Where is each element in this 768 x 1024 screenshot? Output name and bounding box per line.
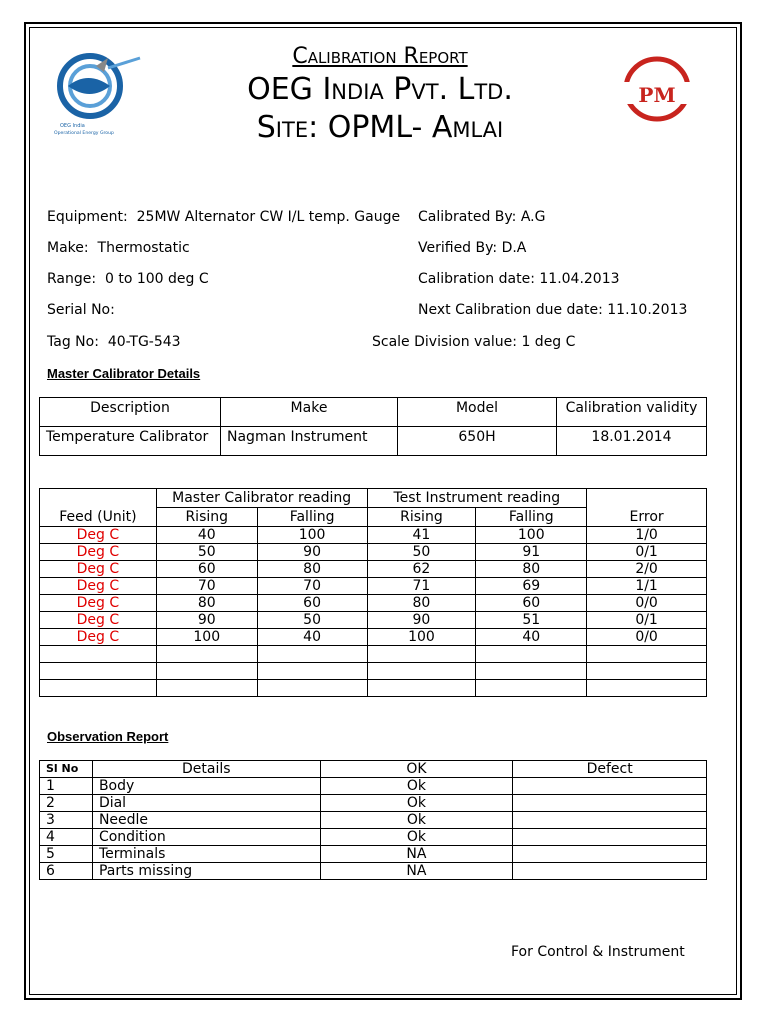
table-cell: Deg C <box>40 578 157 595</box>
table-row <box>40 595 707 612</box>
scale-division-field <box>372 334 575 350</box>
empty-row <box>40 680 707 697</box>
footer-signoff: For Control & Instrument <box>511 944 685 960</box>
table-cell <box>513 829 707 846</box>
table-cell: 90 <box>367 612 476 629</box>
falling-header: Falling <box>257 508 367 527</box>
table-row <box>40 863 707 880</box>
table-cell: 2 <box>40 795 93 812</box>
calibrated-by-label: Calibrated By: <box>418 209 517 225</box>
table-cell: NA <box>320 846 513 863</box>
table-row <box>40 527 707 544</box>
empty-row <box>40 663 707 680</box>
serial-no-label: Serial No: <box>47 302 115 318</box>
table-cell: 90 <box>156 612 257 629</box>
serial-no-field <box>47 302 115 318</box>
table-cell <box>476 680 587 697</box>
table-cell: Body <box>92 778 320 795</box>
calibration-date-value: 11.04.2013 <box>539 271 620 287</box>
table-cell: 80 <box>257 561 367 578</box>
oeg-logo <box>48 48 148 140</box>
table-row <box>40 544 707 561</box>
calibration-date-label: Calibration date: <box>418 271 535 287</box>
oeg-logo-caption-2: Operational Energy Group <box>54 131 114 136</box>
table-row <box>40 812 707 829</box>
table-cell: 40 <box>156 527 257 544</box>
table-cell: 100 <box>367 629 476 646</box>
table-cell: 80 <box>476 561 587 578</box>
table-cell: Ok <box>320 778 513 795</box>
table-cell: NA <box>320 863 513 880</box>
table-cell: 5 <box>40 846 93 863</box>
table-cell: 80 <box>367 595 476 612</box>
table-cell: Deg C <box>40 561 157 578</box>
table-cell: 70 <box>156 578 257 595</box>
table-cell <box>513 812 707 829</box>
table-cell: 91 <box>476 544 587 561</box>
table-cell <box>513 778 707 795</box>
table-cell: 0/1 <box>587 612 707 629</box>
table-cell: 41 <box>367 527 476 544</box>
tag-no-field <box>47 334 181 350</box>
table-cell: Temperature Calibrator <box>40 427 221 456</box>
table-cell: 100 <box>156 629 257 646</box>
table-cell: Terminals <box>92 846 320 863</box>
verified-by-value: D.A <box>501 240 527 256</box>
table-cell: Ok <box>320 812 513 829</box>
table-cell: 80 <box>156 595 257 612</box>
table-cell: 650H <box>398 427 557 456</box>
details-header: Details <box>92 761 320 778</box>
table-row <box>40 578 707 595</box>
table-cell: Deg C <box>40 612 157 629</box>
observation-header-row <box>40 761 707 778</box>
table-cell <box>587 663 707 680</box>
rising-header: Rising <box>367 508 476 527</box>
calibration-date-field <box>418 271 620 287</box>
table-cell: 40 <box>257 629 367 646</box>
table-cell: 0/1 <box>587 544 707 561</box>
table-cell: 2/0 <box>587 561 707 578</box>
table-cell <box>156 680 257 697</box>
header-cell: Description <box>40 398 221 427</box>
equipment-field <box>47 209 400 225</box>
table-cell <box>257 663 367 680</box>
table-cell: Needle <box>92 812 320 829</box>
company-name: OEG India Pvt. Ltd. <box>247 72 513 107</box>
table-cell <box>40 663 157 680</box>
master-calibrator-heading: Master Calibrator Details <box>47 366 201 381</box>
scale-division-value: 1 deg C <box>521 334 576 350</box>
table-cell <box>156 663 257 680</box>
report-title: Calibration Report <box>292 44 468 69</box>
calibrated-by-value: A.G <box>520 209 546 225</box>
header-cell: Make <box>221 398 398 427</box>
table-cell <box>513 795 707 812</box>
table-cell: Ok <box>320 829 513 846</box>
pm-logo <box>620 55 694 125</box>
table-cell: 1/0 <box>587 527 707 544</box>
table-cell: 50 <box>367 544 476 561</box>
table-cell: 1 <box>40 778 93 795</box>
observation-heading: Observation Report <box>47 729 169 744</box>
oeg-logo-caption-1: OEG India <box>60 123 85 129</box>
table-cell <box>156 646 257 663</box>
error-header: Error <box>587 489 707 527</box>
table-row <box>40 427 707 456</box>
table-cell: Deg C <box>40 527 157 544</box>
table-cell <box>513 863 707 880</box>
table-cell: 69 <box>476 578 587 595</box>
table-cell: Dial <box>92 795 320 812</box>
sl-no-header: Sl No <box>40 761 93 778</box>
table-cell: 1/1 <box>587 578 707 595</box>
ok-header: OK <box>320 761 513 778</box>
header-cell: Calibration validity <box>557 398 707 427</box>
table-cell <box>367 646 476 663</box>
table-cell: 0/0 <box>587 595 707 612</box>
falling-header: Falling <box>476 508 587 527</box>
table-cell: Deg C <box>40 629 157 646</box>
equipment-value: 25MW Alternator CW I/L temp. Gauge <box>136 209 401 225</box>
defect-header: Defect <box>513 761 707 778</box>
next-due-label: Next Calibration due date: <box>418 302 603 318</box>
table-cell: 18.01.2014 <box>557 427 707 456</box>
make-value: Thermostatic <box>97 240 190 256</box>
table-cell: 50 <box>257 612 367 629</box>
table-cell <box>367 663 476 680</box>
table-cell: Deg C <box>40 595 157 612</box>
table-cell <box>513 846 707 863</box>
table-cell: 70 <box>257 578 367 595</box>
table-cell <box>40 680 157 697</box>
table-row <box>40 795 707 812</box>
make-field <box>47 240 190 256</box>
table-cell: Condition <box>92 829 320 846</box>
verified-by-label: Verified By: <box>418 240 498 256</box>
table-cell: Deg C <box>40 544 157 561</box>
feed-header: Feed (Unit) <box>40 489 157 527</box>
readings-table <box>39 488 707 697</box>
table-cell: 62 <box>367 561 476 578</box>
table-row <box>40 846 707 863</box>
readings-header-row-1 <box>40 489 707 508</box>
pm-logo-text: PM <box>638 83 676 107</box>
table-cell: 4 <box>40 829 93 846</box>
range-field <box>47 271 209 287</box>
table-header-row <box>40 398 707 427</box>
table-cell <box>257 680 367 697</box>
table-cell <box>257 646 367 663</box>
table-cell: 3 <box>40 812 93 829</box>
table-row <box>40 612 707 629</box>
table-cell: 71 <box>367 578 476 595</box>
empty-row <box>40 646 707 663</box>
table-cell: 50 <box>156 544 257 561</box>
table-cell: 100 <box>476 527 587 544</box>
table-cell: 60 <box>476 595 587 612</box>
table-cell <box>587 680 707 697</box>
table-cell: 60 <box>156 561 257 578</box>
calibrated-by-field <box>418 209 545 225</box>
range-value: 0 to 100 deg C <box>105 271 209 287</box>
table-cell: Nagman Instrument <box>221 427 398 456</box>
observation-table <box>39 760 707 880</box>
table-cell <box>367 680 476 697</box>
rising-header: Rising <box>156 508 257 527</box>
table-cell: 40 <box>476 629 587 646</box>
oeg-logo-icon <box>48 48 148 140</box>
table-cell: 51 <box>476 612 587 629</box>
tag-no-value: 40-TG-543 <box>107 334 181 350</box>
table-cell <box>587 646 707 663</box>
verified-by-field <box>418 240 526 256</box>
table-cell <box>476 646 587 663</box>
table-cell: 90 <box>257 544 367 561</box>
table-row <box>40 629 707 646</box>
equipment-label: Equipment: <box>47 209 128 225</box>
table-cell: Ok <box>320 795 513 812</box>
range-label: Range: <box>47 271 97 287</box>
table-cell <box>476 663 587 680</box>
header-cell: Model <box>398 398 557 427</box>
tag-no-label: Tag No: <box>47 334 99 350</box>
table-cell: 6 <box>40 863 93 880</box>
pm-logo-icon <box>620 55 694 125</box>
table-cell: 0/0 <box>587 629 707 646</box>
table-row <box>40 829 707 846</box>
master-reading-header: Master Calibrator reading <box>156 489 367 508</box>
next-due-field <box>418 302 687 318</box>
make-label: Make: <box>47 240 89 256</box>
table-row <box>40 561 707 578</box>
table-cell: 100 <box>257 527 367 544</box>
master-calibrator-table <box>39 397 707 456</box>
next-due-value: 11.10.2013 <box>607 302 688 318</box>
table-cell <box>40 646 157 663</box>
site-name: Site: OPML- Amlai <box>256 110 504 145</box>
scale-division-label: Scale Division value: <box>372 334 517 350</box>
table-row <box>40 778 707 795</box>
table-cell: 60 <box>257 595 367 612</box>
test-reading-header: Test Instrument reading <box>367 489 587 508</box>
table-cell: Parts missing <box>92 863 320 880</box>
